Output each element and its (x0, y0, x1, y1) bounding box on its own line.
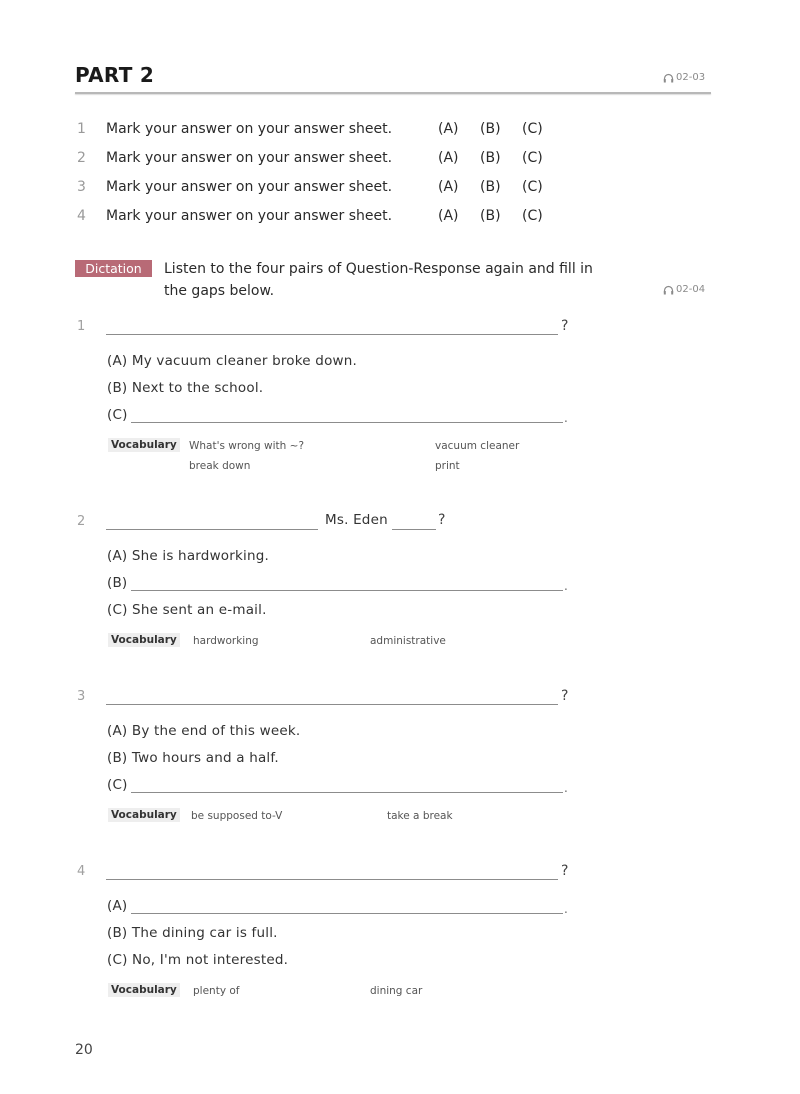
answer-blank[interactable] (131, 422, 563, 423)
vocabulary-label: Vocabulary (108, 633, 180, 647)
choice-a: (A) (438, 121, 459, 137)
choice-a: (A) (438, 150, 459, 166)
item-number: 3 (77, 689, 86, 704)
headphones-icon (663, 285, 674, 295)
instruction-line: Listen to the four pairs of Question-Response again and fill in (164, 261, 593, 277)
headphones-icon (663, 73, 674, 83)
response-c: (C) (107, 407, 128, 423)
question-text: Mark your answer on your answer sheet. (106, 150, 393, 166)
vocab-term: hardworking (193, 635, 259, 647)
response-c: (C) She sent an e-mail. (107, 602, 267, 618)
question-number: 4 (77, 208, 86, 224)
answer-blank[interactable] (131, 792, 563, 793)
instruction-line: the gaps below. (164, 283, 275, 299)
response-c: (C) No, I'm not interested. (107, 952, 289, 968)
vocabulary-label: Vocabulary (108, 983, 180, 997)
answer-blank[interactable] (106, 334, 558, 335)
dictation-instruction (164, 258, 634, 302)
vocab-term: What's wrong with ~? (189, 440, 305, 452)
question-mark: ? (561, 318, 569, 334)
choice-a: (A) (438, 208, 459, 224)
response-b: (B) (107, 575, 128, 591)
period: . (564, 579, 568, 593)
answer-blank[interactable] (131, 590, 563, 591)
response-c: (C) (107, 777, 128, 793)
choice-a: (A) (438, 179, 459, 195)
vocab-term: dining car (370, 985, 423, 997)
question-number: 2 (77, 150, 86, 166)
question-mark: ? (561, 688, 569, 704)
question-mark: ? (561, 863, 569, 879)
response-a: (A) She is hardworking. (107, 548, 270, 564)
question-number: 3 (77, 179, 86, 195)
response-a: (A) My vacuum cleaner broke down. (107, 353, 358, 369)
response-a: (A) By the end of this week. (107, 723, 301, 739)
question-text: Mark your answer on your answer sheet. (106, 121, 393, 137)
header-divider (75, 92, 711, 94)
answer-blank[interactable] (392, 529, 436, 530)
vocab-term: be supposed to-V (191, 810, 283, 822)
choice-c: (C) (522, 179, 543, 195)
track-number: 02-03 (676, 72, 706, 83)
period: . (564, 411, 568, 425)
page-number: 20 (75, 1042, 93, 1058)
dictation-badge: Dictation (75, 260, 152, 277)
vocab-term: break down (189, 460, 251, 472)
question-mark: ? (438, 512, 446, 528)
response-b: (B) Two hours and a half. (107, 750, 279, 766)
question-fragment: Ms. Eden (325, 512, 388, 528)
question-number: 1 (77, 121, 86, 137)
period: . (564, 902, 568, 916)
audio-track-label (663, 72, 705, 83)
item-number: 2 (77, 514, 86, 529)
vocabulary-label: Vocabulary (108, 438, 180, 452)
choice-c: (C) (522, 208, 543, 224)
vocab-term: vacuum cleaner (435, 440, 520, 452)
track-number: 02-04 (676, 284, 706, 295)
response-b: (B) Next to the school. (107, 380, 264, 396)
vocab-term: plenty of (193, 985, 240, 997)
response-b: (B) The dining car is full. (107, 925, 278, 941)
page-title: PART 2 (75, 63, 155, 87)
item-number: 4 (77, 864, 86, 879)
question-text: Mark your answer on your answer sheet. (106, 179, 393, 195)
answer-blank[interactable] (106, 879, 558, 880)
choice-b: (B) (480, 179, 501, 195)
item-number: 1 (77, 319, 86, 334)
choice-c: (C) (522, 150, 543, 166)
audio-track-label (663, 284, 705, 295)
vocab-term: print (435, 460, 460, 472)
question-text: Mark your answer on your answer sheet. (106, 208, 393, 224)
answer-blank[interactable] (106, 529, 318, 530)
vocabulary-label: Vocabulary (108, 808, 180, 822)
response-a: (A) (107, 898, 128, 914)
choice-b: (B) (480, 121, 501, 137)
period: . (564, 781, 568, 795)
choice-b: (B) (480, 150, 501, 166)
vocab-term: administrative (370, 635, 446, 647)
choice-b: (B) (480, 208, 501, 224)
vocab-term: take a break (387, 810, 453, 822)
choice-c: (C) (522, 121, 543, 137)
answer-blank[interactable] (106, 704, 558, 705)
answer-blank[interactable] (131, 913, 563, 914)
